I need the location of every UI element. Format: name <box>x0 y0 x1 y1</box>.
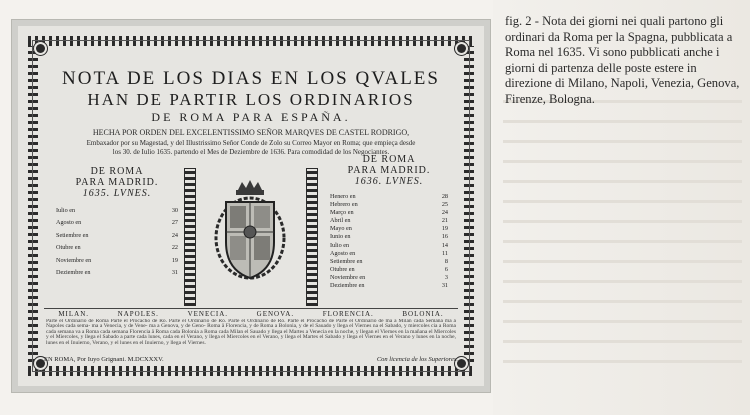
royal-coat-of-arms-icon <box>210 180 290 284</box>
schedule-day: 25 <box>441 201 448 209</box>
city-header: VENECIA. <box>187 310 229 318</box>
corner-ornament <box>457 359 466 368</box>
schedule-day: 6 <box>444 265 448 273</box>
schedule-day: 21 <box>441 217 448 225</box>
schedule-row <box>56 244 178 252</box>
corner-ornament <box>457 44 466 53</box>
imprint-license: Con licencia de los Superiores. <box>376 356 458 363</box>
schedule-row <box>330 242 448 250</box>
subtitle-line-1: HECHA POR ORDEN DEL EXCELENTISSIMO SEÑOR MARQVES DE CASTEL RODRIGO, <box>92 128 410 137</box>
ornamental-column-right <box>306 168 318 306</box>
schedule-row <box>330 209 448 217</box>
schedule-row <box>56 269 178 277</box>
schedule-row <box>330 193 448 201</box>
schedule-row <box>330 266 448 274</box>
schedule-row <box>330 282 448 290</box>
schedule-row <box>56 219 178 227</box>
schedule-month: Setiembre en <box>330 257 363 265</box>
schedule-day: 11 <box>442 249 448 257</box>
figure-caption: fig. 2 - Nota dei giorni nei quali partono gli ordinari da Roma per la Spagna, pubblicata a Roma nel 1635. Vi sono pubblicati anche i giorni di partenza delle poste estere in direzione di Milano, Napoli, Venezia, Genova, Firenze, Bologna. <box>505 14 740 106</box>
left-schedule-head-1: DE ROMA <box>90 166 144 177</box>
schedule-month: Iulio en <box>56 207 76 214</box>
left-schedule-head-3: 1635. LVNES. <box>82 188 152 199</box>
schedule-day: 19 <box>441 225 448 233</box>
schedule-row <box>330 217 448 225</box>
schedule-month: Setiembre en <box>56 231 89 239</box>
schedule-day: 14 <box>441 241 448 249</box>
schedule-month: Hebrero en <box>330 201 358 209</box>
schedule-day: 3 <box>444 273 448 281</box>
city-headers <box>44 308 458 319</box>
schedule-month: Agosto en <box>330 249 356 257</box>
left-schedule-rows <box>56 207 178 278</box>
schedule-month: Agosto en <box>56 219 82 227</box>
schedule-month: Otubre en <box>330 265 355 273</box>
title-line-1: NOTA DE LOS DIAS EN LOS QVALES <box>62 68 440 89</box>
city-header: GENOVA. <box>256 310 295 318</box>
schedule-row <box>56 257 178 265</box>
right-schedule-head-2: PARA MADRID. <box>347 165 431 176</box>
schedule-month: Abril en <box>330 217 351 225</box>
schedule-day: 16 <box>441 233 448 241</box>
schedule-month: Iulio en <box>330 241 350 249</box>
city-header: BOLONIA. <box>402 310 444 318</box>
schedule-day: 31 <box>171 269 178 277</box>
schedule-month: Mayo en <box>330 225 352 233</box>
schedule-day: 22 <box>171 244 178 252</box>
imprint-line <box>44 356 458 363</box>
schedule-row <box>330 274 448 282</box>
subtitle-line-3: los 30. de Iulio 1635. partendo el Mes de Deziembre de 1636. Para comodidad de los Negociantes. <box>112 148 390 156</box>
title-line-2: HAN DE PARTIR LOS ORDINARIOS <box>87 90 415 109</box>
city-header: NAPOLES. <box>117 310 159 318</box>
left-schedule-head-2: PARA MADRID. <box>75 177 159 188</box>
schedule-day: 27 <box>171 219 178 227</box>
right-schedule-head-3: 1636. LVNES. <box>354 176 424 187</box>
schedule-row <box>330 225 448 233</box>
right-schedule-head-1: DE ROMA <box>362 154 416 165</box>
city-header: FLORENCIA. <box>322 310 374 318</box>
schedule-day: 28 <box>441 193 448 200</box>
imprint-printer: EN ROMA, Por Iuyo Grignani. M.DCXXXV. <box>44 356 164 363</box>
schedule-month: Otubre en <box>56 244 81 252</box>
schedule-month: Deziembre en <box>56 269 91 277</box>
schedule-day: 31 <box>441 282 448 290</box>
schedule-day: 30 <box>171 207 178 214</box>
schedule-month: Iunio en <box>330 233 351 241</box>
title-line-3: DE ROMA PARA ESPAÑA. <box>151 110 351 124</box>
schedule-month: Noviembre en <box>56 256 92 264</box>
schedule-row <box>330 201 448 209</box>
left-schedule <box>56 166 178 282</box>
schedule-month: Março en <box>330 209 354 217</box>
ornamental-column-left <box>184 168 196 306</box>
corner-ornament <box>36 44 45 53</box>
city-header: MILAN. <box>58 310 90 318</box>
schedule-row <box>330 250 448 258</box>
right-schedule-rows <box>330 193 448 290</box>
schedule-row <box>56 207 178 215</box>
schedule-month: Noviembre en <box>330 273 366 281</box>
schedule-month: Deziembre en <box>330 282 365 290</box>
schedule-day: 24 <box>171 231 178 239</box>
subtitle-line-2: Embaxador por su Magestad, y del Illustrissimo Señor Conde de Zolo su Correo Mayor en Roma; que empieça desde <box>86 139 416 147</box>
right-schedule <box>330 154 448 290</box>
postal-schedule-text: Parte el Ordinario de Roma Parte el Procacho de Ro. Parte el Ordinario de Ro. Parte el Ordinario de Ro. Parte el Procacho de Parte el Ordinario de ma a Milan cada Semana ma a Napoles cada sema- ma a Venecia, y de Vene- ma a Genova, y de Geno- Roma â Florencia, y de Roma a Bolonia, y de el Sauado y llega el Viernes na el Sabado, y miercoles cia a Roma cada semana va a Roma cada semana Florencia â Roma cada Bolonia a Roma cada Milan el Sauado y llega el Martes a Venecia en la noche, y llegan el Viernes en la mañana el Miercoles y el Miercoles, y llega el Sabado a parte cada lunes, cada en el Verano, y llega el Miercoles en el Verano, y llega el Martes el Sabado y llega el Viernes en el Verano y lunes en la noche, lunes en el Inuierno, Verano, y el lunes en el Inuierno, y llega el Viernes. <box>46 319 456 346</box>
document-photo <box>12 20 490 392</box>
schedule-row <box>56 232 178 240</box>
schedule-day: 24 <box>441 209 448 217</box>
schedule-row <box>330 233 448 241</box>
schedule-month: Henero en <box>330 193 356 200</box>
schedule-day: 8 <box>444 257 448 265</box>
schedule-day: 19 <box>171 256 178 264</box>
schedule-row <box>330 258 448 266</box>
